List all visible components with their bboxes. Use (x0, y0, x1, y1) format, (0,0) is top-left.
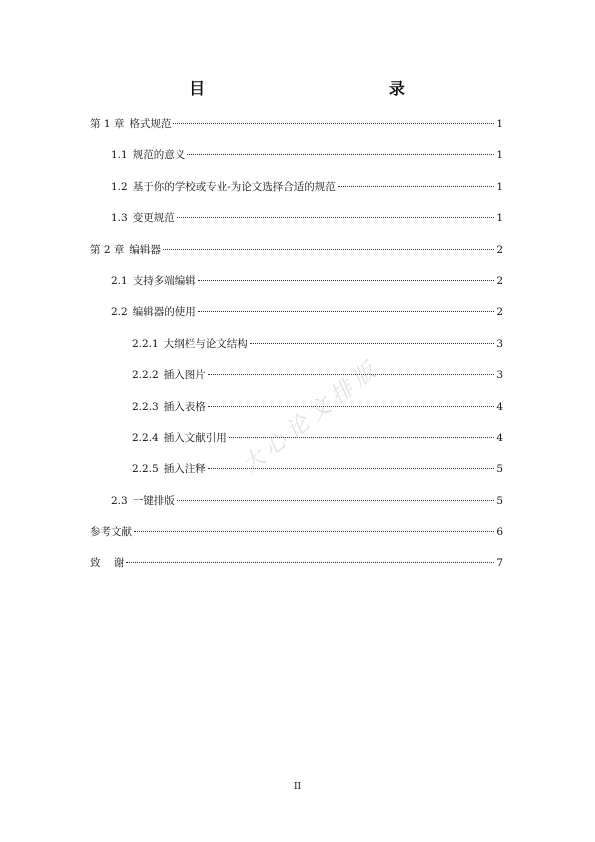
toc-entry-page: 1 (496, 212, 503, 225)
toc-entry-page: 4 (496, 431, 503, 444)
toc-entry-page: 7 (496, 557, 503, 570)
toc-entry-number: 2.2 (111, 306, 128, 319)
toc-entry[interactable] (90, 399, 503, 430)
toc-entry-label: 基于你的学校或专业-为论文选择合适的规范 (132, 180, 336, 193)
toc-entry-page: 1 (496, 180, 503, 193)
toc-entry-label: 插入注释 (163, 463, 206, 476)
dot-leader (198, 311, 495, 312)
toc-entry-number: 1.1 (111, 149, 128, 162)
dot-leader (208, 406, 495, 407)
toc-entry-page: 5 (496, 494, 503, 507)
toc-entry[interactable] (90, 210, 503, 241)
dot-leader (173, 123, 494, 124)
toc-entry[interactable] (90, 367, 503, 398)
toc-entry[interactable] (90, 493, 503, 524)
watermark: 大心论文排版 (237, 355, 386, 479)
toc-entry-label: 插入表格 (163, 400, 206, 413)
toc-entry-page: 3 (496, 369, 503, 382)
toc-entry-label: 编辑器 (129, 243, 161, 256)
toc-entry-label: 支持多端编辑 (132, 274, 196, 287)
toc-entry[interactable] (90, 461, 503, 492)
toc-entry-label: 参考文献 (90, 526, 132, 539)
toc-entry-label: 插入文献引用 (163, 431, 227, 444)
toc-entry-number: 2.2.4 (132, 431, 159, 444)
dot-leader (250, 343, 495, 344)
toc-entry[interactable] (90, 242, 503, 273)
toc-entry-page: 3 (496, 337, 503, 350)
toc-entry-page: 2 (496, 243, 503, 256)
toc-entry-number: 1.2 (111, 180, 128, 193)
toc-entry-page: 2 (496, 306, 503, 319)
toc-entry-label: 插入图片 (163, 369, 206, 382)
toc-entry-number: 1.3 (111, 212, 128, 225)
toc-entry-label: 致 谢 (90, 557, 125, 570)
toc-entry-label: 变更规范 (132, 212, 175, 225)
dot-leader (126, 562, 494, 563)
toc-entry-number: 2.2.3 (132, 400, 159, 413)
dot-leader (208, 468, 495, 469)
toc-entry-number: 第 1 章 (90, 118, 125, 130)
toc-entry-label: 格式规范 (129, 118, 172, 130)
toc-entry-page: 4 (496, 400, 503, 413)
toc-entry-number: 2.2.5 (132, 463, 159, 476)
page-number: II (293, 782, 302, 792)
dot-leader (134, 531, 494, 532)
toc-entry-number: 第 2 章 (90, 243, 125, 256)
dot-leader (338, 186, 495, 187)
table-of-contents (90, 116, 503, 587)
toc-entry-label: 规范的意义 (132, 149, 186, 162)
dot-leader (187, 154, 494, 155)
dot-leader (163, 249, 494, 250)
dot-leader (177, 500, 495, 501)
dot-leader (229, 437, 495, 438)
toc-entry[interactable] (90, 555, 503, 586)
toc-entry[interactable] (90, 524, 503, 555)
toc-entry[interactable] (90, 273, 503, 304)
toc-entry-number: 2.2.2 (132, 369, 159, 382)
dot-leader (208, 374, 495, 375)
toc-entry[interactable] (90, 116, 503, 147)
toc-entry-number: 2.1 (111, 274, 128, 287)
toc-entry-page: 1 (496, 118, 503, 130)
dot-leader (177, 217, 495, 218)
toc-entry[interactable] (90, 179, 503, 210)
toc-entry-number: 2.2.1 (132, 337, 159, 350)
dot-leader (198, 280, 495, 281)
toc-entry[interactable] (90, 304, 503, 335)
toc-entry-page: 1 (496, 149, 503, 162)
toc-entry[interactable] (90, 430, 503, 461)
toc-entry-page: 2 (496, 274, 503, 287)
toc-entry-page: 5 (496, 463, 503, 476)
toc-entry[interactable] (90, 147, 503, 178)
toc-entry-label: 编辑器的使用 (132, 306, 196, 319)
toc-entry-label: 一键排版 (132, 494, 175, 507)
toc-title: 目 录 (189, 79, 406, 98)
toc-entry-label: 大纲栏与论文结构 (163, 337, 248, 350)
toc-entry-page: 6 (496, 526, 503, 539)
toc-entry[interactable] (90, 336, 503, 367)
toc-entry-number: 2.3 (111, 494, 128, 507)
